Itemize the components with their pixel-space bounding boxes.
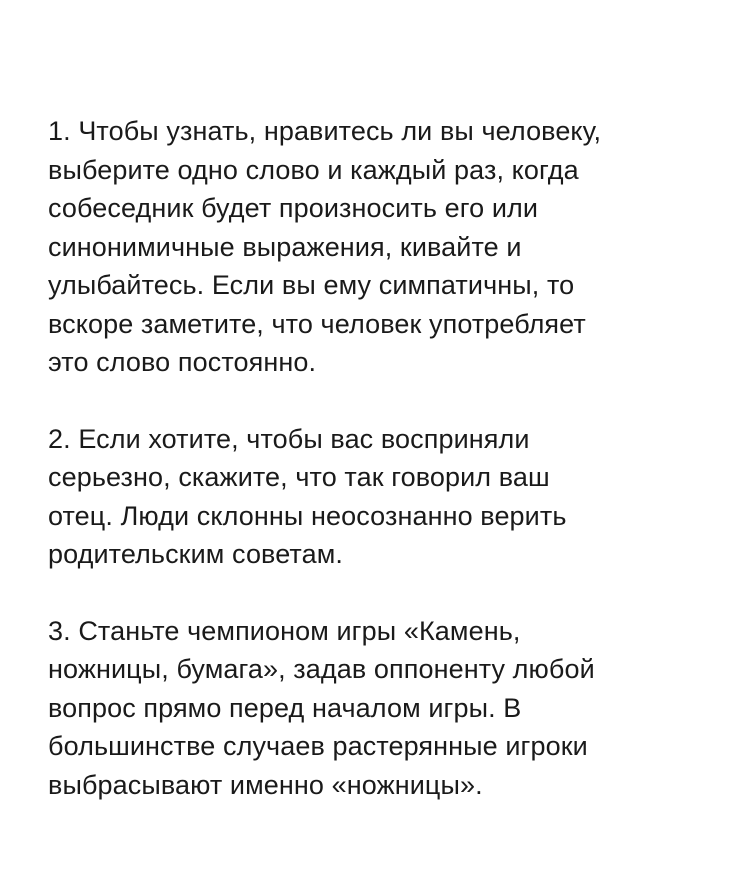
paragraph-tip-3: 3. Станьте чемпионом игры «Камень, ножницы, бумага», задав оппоненту любой вопрос прямо перед началом игры. В большинстве случаев растерянные игроки выбрасывают именно «ножницы». — [48, 615, 595, 800]
document-body — [48, 112, 718, 804]
paragraph-tip-1: 1. Чтобы узнать, нравитесь ли вы человеку, выберите одно слово и каждый раз, когда собеседник будет произносить его или синонимичные выражения, кивайте и улыбайтесь. Если вы ему симпатичны, то вскоре заметите, что человек употребляет это слово постоянно. — [48, 116, 602, 377]
paragraph-tip-2: 2. Если хотите, чтобы вас восприняли серьезно, скажите, что так говорил ваш отец. Люди склонны неосознанно верить родительским советам. — [48, 423, 567, 569]
